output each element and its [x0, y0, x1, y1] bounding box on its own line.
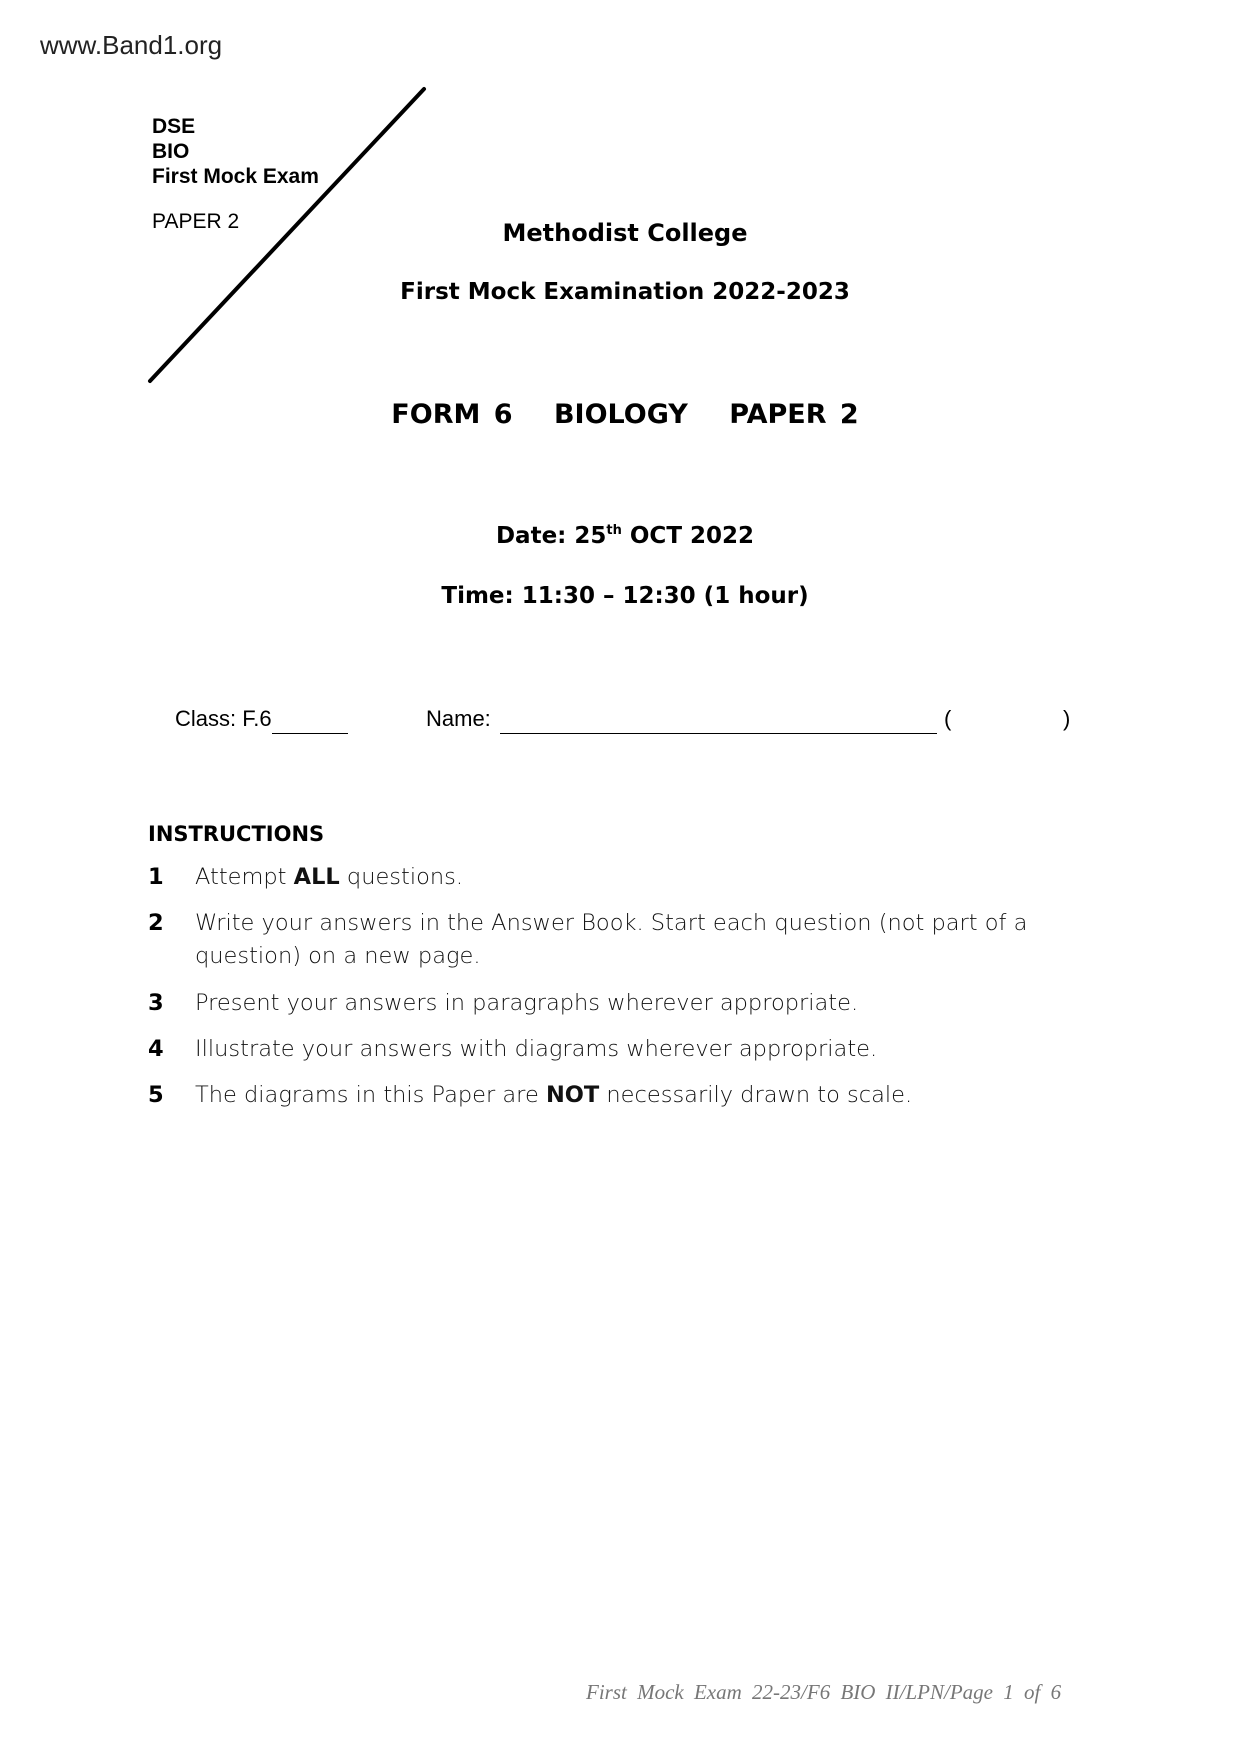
instruction-text-post: necessarily drawn to scale.: [599, 1082, 913, 1108]
page-footer: First Mock Exam 22-23/F6 BIO II/LPN/Page 1 of 6: [586, 1680, 1062, 1704]
instruction-number: 2: [148, 910, 164, 936]
watermark-url: www.Band1.org: [40, 30, 223, 60]
instruction-text-emphasis: ALL: [293, 864, 340, 890]
instruction-text-pre: Attempt: [195, 864, 294, 890]
instruction-text: [195, 907, 1095, 973]
instruction-number: 5: [148, 1082, 164, 1108]
class-number-paren-open: (: [944, 706, 952, 731]
instructions-heading: INSTRUCTIONS: [148, 822, 325, 846]
date-prefix: Date: 25: [495, 523, 607, 549]
instruction-text: [195, 861, 1095, 894]
corner-line-bio: BIO: [152, 140, 190, 163]
form-label: FORM 6: [391, 399, 513, 430]
date-rest: OCT 2022: [621, 523, 755, 549]
paper-label: PAPER 2: [729, 399, 859, 430]
corner-line-exam: First Mock Exam: [152, 165, 319, 188]
instruction-text-line2: question) on a new page.: [195, 943, 481, 969]
name-label: Name:: [426, 706, 491, 731]
diagonal-slash-line: [0, 0, 1240, 420]
instruction-text: Illustrate your answers with diagrams wherever appropriate.: [195, 1036, 878, 1062]
class-field[interactable]: [272, 733, 348, 734]
exam-time: Time: 11:30 – 12:30 (1 hour): [441, 583, 809, 609]
corner-paper-label: PAPER 2: [152, 210, 240, 233]
subject-label: BIOLOGY: [553, 399, 688, 430]
instruction-text: Present your answers in paragraphs wherever appropriate.: [195, 990, 859, 1016]
college-name: Methodist College: [502, 219, 748, 247]
instruction-number: 3: [148, 990, 164, 1016]
instruction-number: 1: [148, 864, 164, 890]
paper-title: [0, 399, 1240, 430]
instruction-text-pre: The diagrams in this Paper are: [195, 1082, 546, 1108]
class-number-paren-close: ): [1063, 706, 1071, 731]
corner-line-dse: DSE: [152, 115, 196, 138]
instruction-text: [195, 1079, 1095, 1112]
instruction-text-post: questions.: [339, 864, 463, 890]
instruction-text-line1: Write your answers in the Answer Book. Start each question (not part of a: [195, 910, 1028, 936]
date-suffix: th: [606, 523, 622, 538]
exam-date: [0, 523, 1240, 549]
instruction-number: 4: [148, 1036, 164, 1062]
name-field[interactable]: [500, 733, 937, 734]
class-label: Class: F.6: [175, 706, 272, 731]
exam-title: First Mock Examination 2022-2023: [400, 279, 850, 305]
instruction-text-emphasis: NOT: [545, 1082, 600, 1108]
